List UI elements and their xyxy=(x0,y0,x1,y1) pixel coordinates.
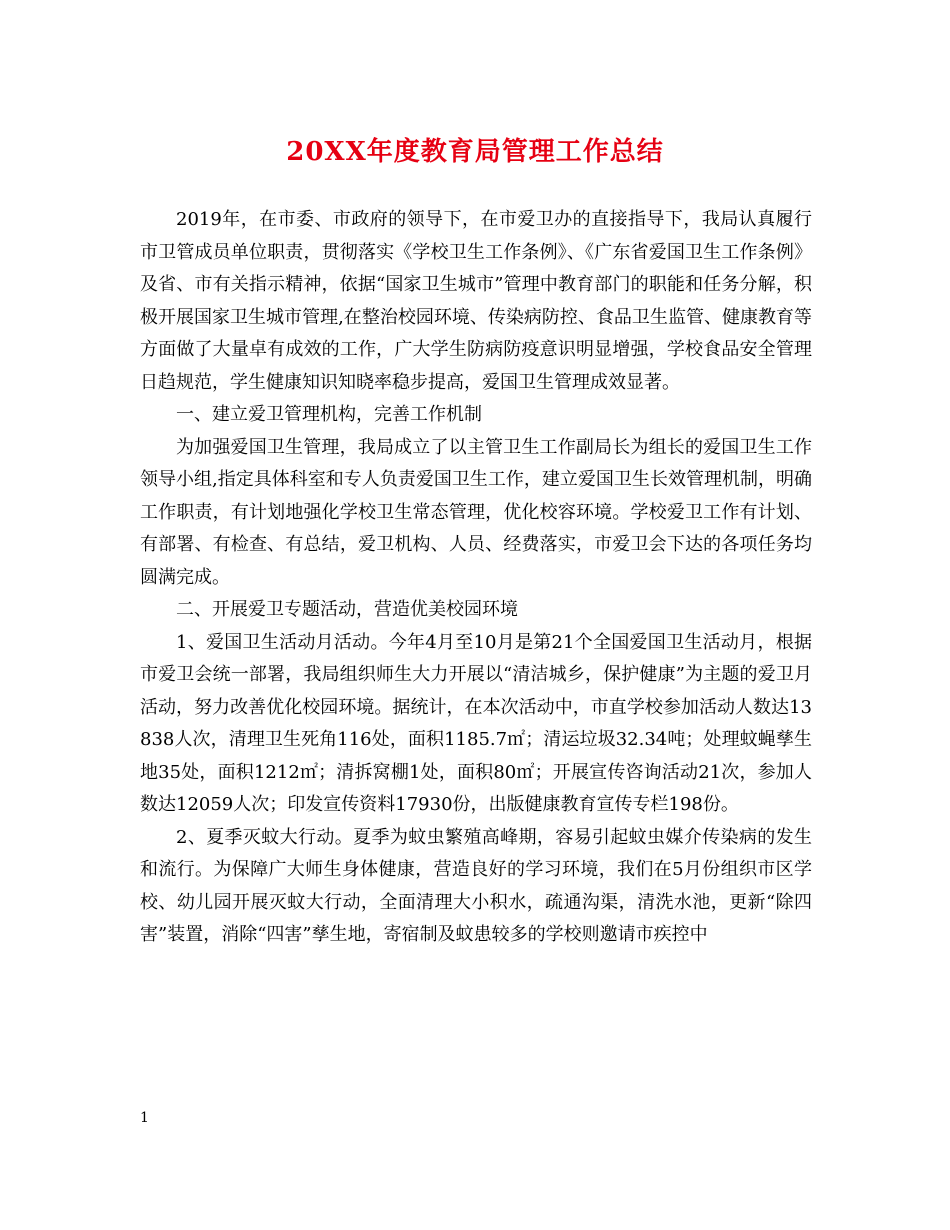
paragraph-mosquito-campaign: 2、夏季灭蚊大行动。夏季为蚊虫繁殖高峰期，容易引起蚊虫媒介传染病的发生和流行。为保障广大师生身体健康，营造良好的学习环境，我们在5月份组织市区学校、幼儿园开展灭蚊大行动，全面清理大小积水，疏通沟渠，清洗水池，更新“除四害”装置，消除“四害”孳生地，寄宿制及蚊患较多的学校则邀请市疾控中 xyxy=(140,826,812,945)
paragraph-intro: 2019年，在市委、市政府的领导下，在市爱卫办的直接指导下，我局认真履行市卫管成员单位职责，贯彻落实《学校卫生工作条例》、《广东省爱国卫生工作条例》及省、市有关指示精神，依据“国家卫生城市”管理中教育部门的职能和任务分解，积极开展国家卫生城市管理,在整治校园环境、传染病防控、食品卫生监管、健康教育等方面做了大量卓有成效的工作，广大学生防病防疫意识明显增强，学校食品安全管理日趋规范，学生健康知识知晓率稳步提高，爱国卫生管理成效显著。 xyxy=(140,209,812,393)
section-heading-1: 一、建立爱卫管理机构，完善工作机制 xyxy=(176,404,482,425)
section-heading-2: 二、开展爱卫专题活动，营造优美校园环境 xyxy=(176,599,518,620)
paragraph-activity-month: 1、爱国卫生活动月活动。今年4月至10月是第21个全国爱国卫生活动月，根据市爱卫会统一部署，我局组织师生大力开展以“清洁城乡，保护健康”为主题的爱卫月活动，努力改善优化校园环境。据统计，在本次活动中，市直学校参加活动人数达13838人次，清理卫生死角116处，面积1185.7㎡；清运垃圾32.34吨；处理蚊蝇孳生地35处，面积1212㎡；清拆窝棚1处，面积80㎡；开展宣传咨询活动21次，参加人数达12059人次；印发宣传资料17930份，出版健康教育宣传专栏198份。 xyxy=(140,631,812,815)
page-number: 1 xyxy=(140,1110,149,1126)
paragraph-section-1: 为加强爱国卫生管理，我局成立了以主管卫生工作副局长为组长的爱国卫生工作领导小组,指定具体科室和专人负责爱国卫生工作，建立爱国卫生长效管理机制，明确工作职责，有计划地强化学校卫生常态管理，优化校容环境。学校爱卫工作有计划、有部署、有检查、有总结，爱卫机构、人员、经费落实，市爱卫会下达的各项任务均圆满完成。 xyxy=(140,436,812,588)
page-title: 20XX年度教育局管理工作总结 xyxy=(286,137,664,167)
document-body xyxy=(140,204,812,952)
